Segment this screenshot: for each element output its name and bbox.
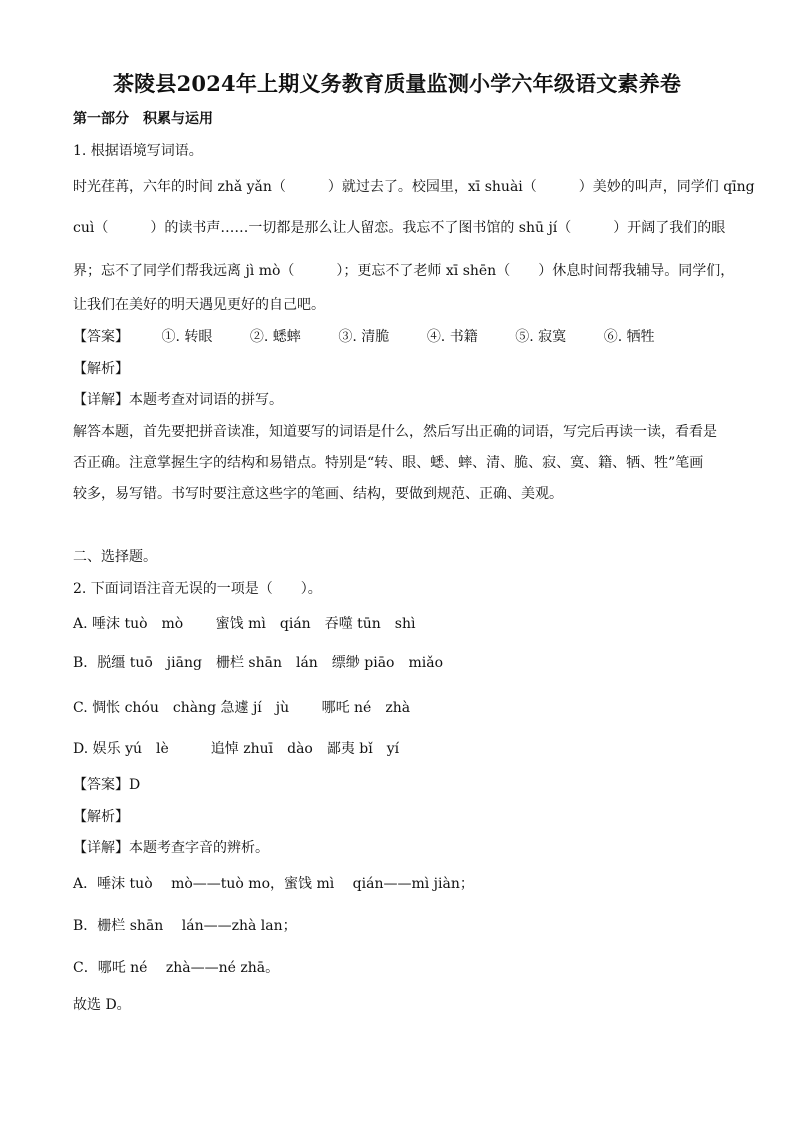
answer-label: 【答案】 — [73, 329, 129, 345]
question-2-answer: 【答案】D — [73, 777, 141, 793]
answer-item: ⑥. 牺牲 — [603, 329, 655, 345]
option-d: D. 娱乐 yú lè 追悼 zhuī dào 鄙夷 bǐ yí — [73, 741, 400, 757]
option-a: A. 唾沫 tuò mò 蜜饯 mì qián 吞噬 tūn shì — [73, 616, 416, 632]
answer-item: ①. 转眼 — [161, 329, 213, 345]
page-title: 茶陵县2024年上期义务教育质量监测小学六年级语文素养卷 — [112, 71, 682, 96]
question-2-detail-4: C．哪吒 né zhà——né zhā。 — [73, 960, 280, 976]
section-heading-part2: 二、选择题。 — [73, 549, 157, 565]
question-1-analysis-label: 【解析】 — [73, 361, 129, 377]
answer-item: ③. 清脆 — [338, 329, 390, 345]
question-2-detail-3: B．栅栏 shān lán——zhà lan； — [73, 918, 297, 934]
option-c: C. 惆怅 chóu chàng 急遽 jí jù 哪吒 né zhà — [73, 700, 411, 716]
question-2-detail-1: 【详解】本题考查字音的辨析。 — [73, 840, 269, 856]
passage-line-3: 界；忘不了同学们帮我远离 jì mò（ ）；更忘不了老师 xī shēn（ ）休息时间帮我辅导。同学们， — [73, 263, 735, 279]
question-2-stem: 2. 下面词语注音无误的一项是（ ）。 — [73, 581, 322, 597]
section-heading-part1: 第一部分 积累与运用 — [73, 111, 213, 127]
question-1-stem: 1. 根据语境写词语。 — [73, 143, 203, 159]
passage-line-4: 让我们在美好的明天遇见更好的自己吧。 — [73, 297, 325, 313]
question-1-detail-1: 【详解】本题考查对词语的拼写。 — [73, 392, 283, 408]
question-2-analysis-label: 【解析】 — [73, 809, 129, 825]
answer-item: ⑤. 寂寞 — [515, 329, 567, 345]
passage-line-2: cuì（ ）的读书声……一切都是那么让人留恋。我忘不了图书馆的 shū jí（ ）开阔了我们的眼 — [73, 220, 726, 236]
answer-item: ②. 蟋蟀 — [249, 329, 301, 345]
passage-line-1: 时光荏苒，六年的时间 zhǎ yǎn（ ）就过去了。校园里，xī shuài（ ）美妙的叫声，同学们 qīng — [73, 179, 755, 195]
question-1-detail-4: 较多，易写错。书写时要注意这些字的笔画、结构，要做到规范、正确、美观。 — [73, 486, 563, 502]
question-2-detail-2: A．唾沫 tuò mò——tuò mo，蜜饯 mì qián——mì jiàn； — [73, 876, 474, 892]
question-1-detail-3: 否正确。注意掌握生字的结构和易错点。特别是“转、眼、蟋、蟀、清、脆、寂、寞、籍、牺、牲”笔画 — [73, 455, 704, 471]
option-b: B．脱缰 tuō jiāng 栅栏 shān lán 缥缈 piāo miǎo — [73, 655, 444, 671]
question-1-detail-2: 解答本题，首先要把拼音读准，知道要写的词语是什么，然后写出正确的词语，写完后再读一读，看看是 — [73, 424, 717, 440]
question-1-answer — [73, 328, 688, 346]
question-2-detail-5: 故选 D。 — [73, 997, 131, 1013]
answer-item: ④. 书籍 — [426, 329, 478, 345]
